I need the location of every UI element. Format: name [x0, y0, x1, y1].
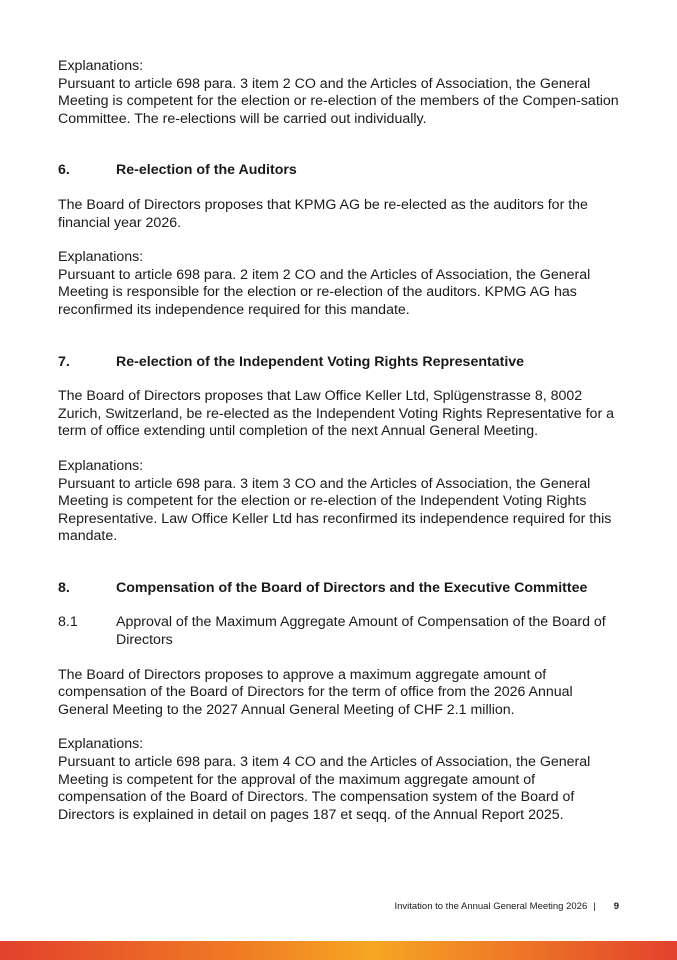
section-6-explanations-text: Pursuant to article 698 para. 2 item 2 CO and the Articles of Association, the General Meeting is responsible for the election or re-election of the auditors. KPMG AG has reconfirmed its independence required for this mandate.	[58, 266, 591, 318]
intro-explanations-label: Explanations:	[58, 58, 144, 74]
section-6-number: 6.	[58, 162, 70, 179]
section-8-1-number: 8.1	[58, 614, 78, 631]
section-8-explanations-label: Explanations:	[58, 736, 144, 753]
footer-separator: |	[593, 901, 596, 912]
section-8-proposal-keyword: proposes	[204, 666, 264, 683]
intro-explanations-text: Pursuant to article 698 para. 3 item 2 CO and the Articles of Association, the General Meeting is competent for the election or re-election of the members of the Compen-sation Committee. The re-elections will be carried out individually.	[58, 75, 619, 127]
section-8-title: Compensation of the Board of Directors and the Executive Committee	[116, 579, 588, 596]
section-7-proposal-post: that Law Office Keller Ltd, Splügenstrasse 8, 8002 Zurich, Switzerland, be re-elected as the Independent Voting Rights Representative for a term of office extending until completion of the next Annual General Meeting.	[58, 388, 614, 440]
document-body	[58, 58, 624, 824]
section-6-proposal-pre: The Board of Directors	[58, 196, 205, 213]
brand-gradient-bar	[0, 941, 677, 960]
section-6-explanations-label: Explanations:	[58, 249, 144, 266]
footer-title: Invitation to the Annual General Meeting 2026	[394, 901, 588, 912]
section-7-proposal	[58, 388, 624, 441]
page-footer	[394, 901, 619, 912]
section-7-proposal-pre: The Board of Directors	[58, 388, 205, 405]
section-7-number: 7.	[58, 353, 70, 370]
section-7-explanations-label: Explanations:	[58, 457, 144, 474]
section-8-proposal	[58, 667, 624, 720]
section-8-heading	[58, 580, 624, 598]
section-8-1-title: Approval of the Maximum Aggregate Amount of Compensation of the Board of Directors	[116, 614, 606, 649]
section-7-proposal-keyword: proposes	[204, 388, 264, 405]
section-7-explanations-text: Pursuant to article 698 para. 3 item 3 CO and the Articles of Association, the General Meeting is competent for the election or re-election of the Independent Voting Rights Representative. Law Office Keller Ltd has reconfirmed its independence required for this mandate.	[58, 475, 612, 545]
section-6-proposal	[58, 197, 624, 232]
section-8-explanations-text: Pursuant to article 698 para. 3 item 4 CO and the Articles of Association, the General Meeting is competent for the approval of the maximum aggregate amount of compensation of the Board of Directors. The compensation system of the Board of Directors is explained in detail on pages 187 et seqq. of the Annual Report 2025.	[58, 754, 591, 823]
section-6-proposal-post: that KPMG AG be re-elected as the auditors for the financial year 2026.	[58, 196, 588, 231]
section-8-1-heading	[58, 614, 624, 649]
section-8-number: 8.	[58, 579, 70, 596]
page-number: 9	[613, 901, 619, 912]
section-6-title: Re-election of the Auditors	[116, 162, 297, 179]
section-8-proposal-post: to approve a maximum aggregate amount of compensation of the Board of Directors for the term of office from the 2026 Annual General Meeting to the 2027 Annual General Meeting of CHF 2.1 million.	[58, 666, 573, 718]
section-6-proposal-keyword: proposes	[204, 196, 264, 213]
section-6-heading	[58, 162, 624, 180]
section-8-proposal-pre: The Board of Directors	[58, 666, 205, 683]
section-7-heading	[58, 354, 624, 372]
section-7-title: Re-election of the Independent Voting Rights Representative	[116, 353, 525, 370]
